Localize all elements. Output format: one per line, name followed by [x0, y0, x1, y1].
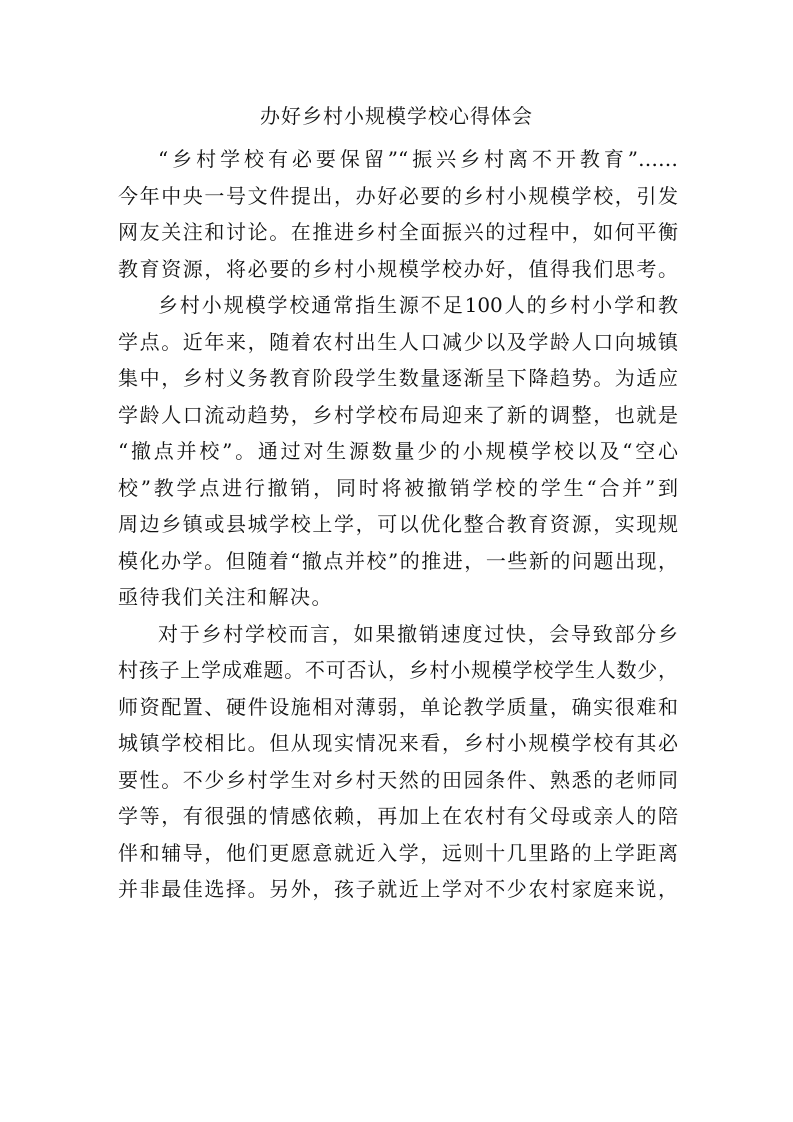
- text-line: “撤点并校”。通过对生源数量少的小规模学校以及“空心: [118, 439, 678, 463]
- text-line: 今年中央一号文件提出，办好必要的乡村小规模学校，引发: [118, 183, 678, 208]
- text-line: 伴和辅导，他们更愿意就近入学，远则十几里路的上学距离: [118, 840, 678, 865]
- text-line: 学龄人口流动趋势，乡村学校布局迎来了新的调整，也就是: [118, 402, 678, 427]
- text-line: 城镇学校相比。但从现实情况来看，乡村小规模学校有其必: [118, 731, 678, 755]
- document-body: [118, 141, 678, 908]
- text-line: 网友关注和讨论。在推进乡村全面振兴的过程中，如何平衡: [118, 220, 678, 244]
- text-line: “乡村学校有必要保留”“振兴乡村离不开教育”……: [158, 147, 678, 171]
- text-line: 学等，有很强的情感依赖，再加上在农村有父母或亲人的陪: [118, 804, 678, 828]
- text-line: 对于乡村学校而言，如果撤销速度过快，会导致部分乡: [158, 621, 678, 646]
- text-line: 周边乡镇或县城学校上学，可以优化整合教育资源，实现规: [118, 512, 678, 536]
- text-line: 校”教学点进行撤销，同时将被撤销学校的学生“合并”到: [118, 475, 678, 500]
- text-line: 要性。不少乡村学生对乡村天然的田园条件、熟悉的老师同: [118, 767, 678, 792]
- text-line: 模化办学。但随着“撤点并校”的推进，一些新的问题出现，: [118, 548, 678, 573]
- text-line: 师资配置、硬件设施相对薄弱，单论教学质量，确实很难和: [118, 694, 678, 719]
- text-line: 亟待我们关注和解决。: [118, 585, 333, 609]
- document-title: 办好乡村小规模学校心得体会: [260, 104, 533, 128]
- text-line: 集中，乡村义务教育阶段学生数量逐渐呈下降趋势。为适应: [118, 366, 678, 390]
- text-line: 乡村小规模学校通常指生源不足100人的乡村小学和教: [158, 293, 678, 317]
- text-line: 教育资源，将必要的乡村小规模学校办好，值得我们思考。: [118, 256, 678, 281]
- text-line: 村孩子上学成难题。不可否认，乡村小规模学校学生人数少，: [118, 658, 678, 682]
- text-line: 学点。近年来，随着农村出生人口减少以及学龄人口向城镇: [118, 329, 678, 354]
- text-line: 并非最佳选择。另外，孩子就近上学对不少农村家庭来说，: [118, 877, 678, 901]
